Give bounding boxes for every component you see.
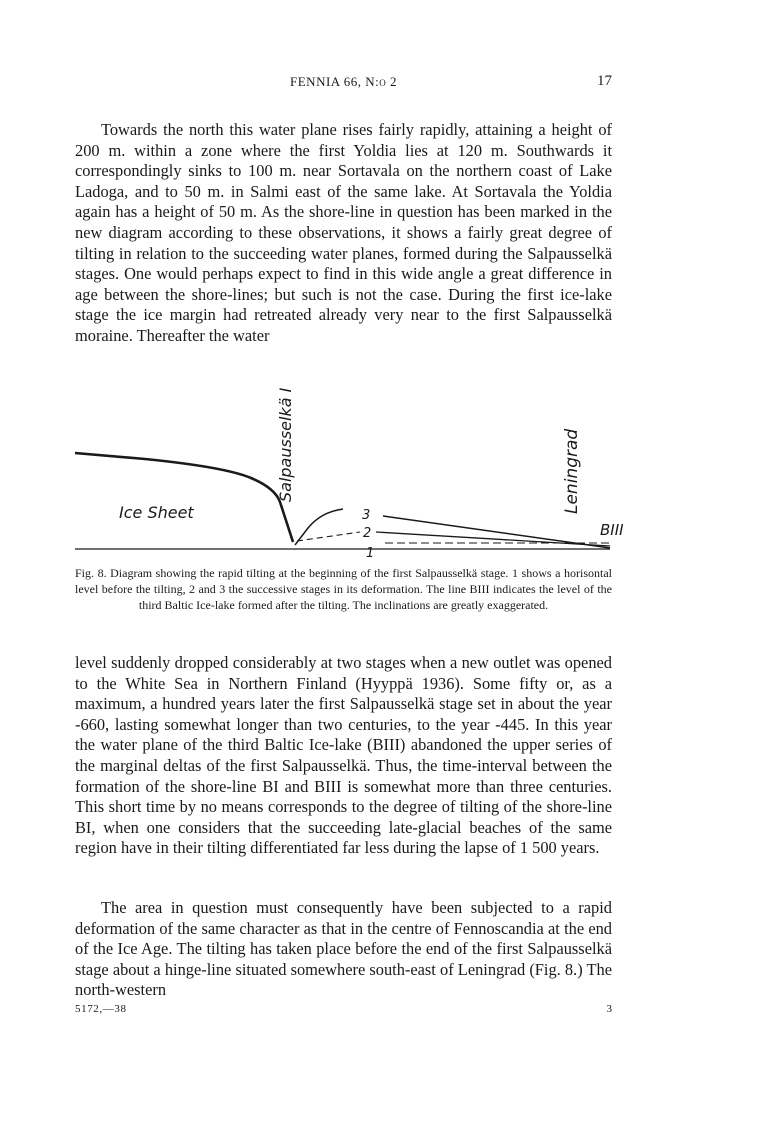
page-header [75, 74, 612, 96]
body-paragraph-3: The area in question must consequently have been subjected to a rapid deformation of the same character as that in the centre of Fennoscandia at the end of the Ice Age. The tilting has taken place before the end of the first Salpausselkä stage about a hinge-line situated somewhere south-east of Leningrad (Fig. 8.) The north-western [75, 898, 612, 1000]
leningrad-label: Leningrad [562, 428, 582, 514]
level-1-label: 1 [366, 546, 375, 561]
biii-label: BIII [600, 521, 624, 539]
body-paragraph-1: Towards the north this water plane rises fairly rapidly, attaining a height of 200 m. within a zone where the first Yoldia lies at 120 m. Southwards it correspondingly sinks to 100 m. near Sortavala on the northern coast of Lake Ladoga, and to 50 m. in Salmi east of the same lake. At Sortavala the Yoldia again has a height of 50 m. As the shore-line in question has been marked in the new diagram according to these observations, it shows a fairly great degree of tilting in relation to the succeeding water planes, formed during the Salpausselkä stages. One would perhaps expect to find in this wide angle a great difference in age between the shore-lines; but such is not the case. During the first ice-lake stage the ice margin had retreated already very near to the first Salpausselkä moraine. Thereafter the water [75, 120, 612, 345]
shore-line-3-west [295, 509, 343, 545]
ice-sheet-surface [75, 453, 293, 542]
figure-8 [75, 362, 624, 562]
tilting-diagram [75, 362, 624, 562]
shore-line-2-west [297, 532, 360, 541]
page-footer [75, 1003, 612, 1019]
body-paragraph-2: level suddenly dropped considerably at two stages when a new outlet was opened to the White Sea in Northern Finland (Hyyppä 1936). Some fifty or, as a maximum, a hundred years later the first Salpausselkä stage set in about the year -660, lasting somewhat longer than two centuries, to the year -445. In this year the water plane of the third Baltic Ice-lake (BIII) abandoned the upper series of the marginal deltas of the first Salpausselkä. Thus, the time-interval between the formation of the shore-line BI and BIII is somewhat more than three centuries. This short time by no means corresponds to the degree of tilting of the shore-line BI, when one considers that the succeeding late-glacial beaches of the same region have in their tilting differentiated far less during the lapse of 1 500 years. [75, 653, 612, 858]
figure-caption: Fig. 8. Diagram showing the rapid tilting at the beginning of the first Salpausselkä stage. 1 shows a horisontal level before the tilting, 2 and 3 the successive stages in its deformation. The line BIII indicates the level of the third Baltic Ice-lake formed after the tilting. The inclinations are greatly exaggerated. [75, 566, 612, 613]
running-head: FENNIA 66, N:o 2 [290, 74, 397, 89]
print-code: 5172,—38 [75, 1003, 127, 1015]
ice-sheet-label: Ice Sheet [119, 503, 194, 522]
level-3-label: 3 [362, 508, 371, 523]
sheet-signature: 3 [606, 1003, 612, 1015]
salpausselka-label: Salpausselkä I [276, 387, 295, 502]
level-2-label: 2 [363, 526, 372, 541]
page-number: 17 [597, 73, 612, 89]
shore-line-2-east [376, 532, 610, 546]
